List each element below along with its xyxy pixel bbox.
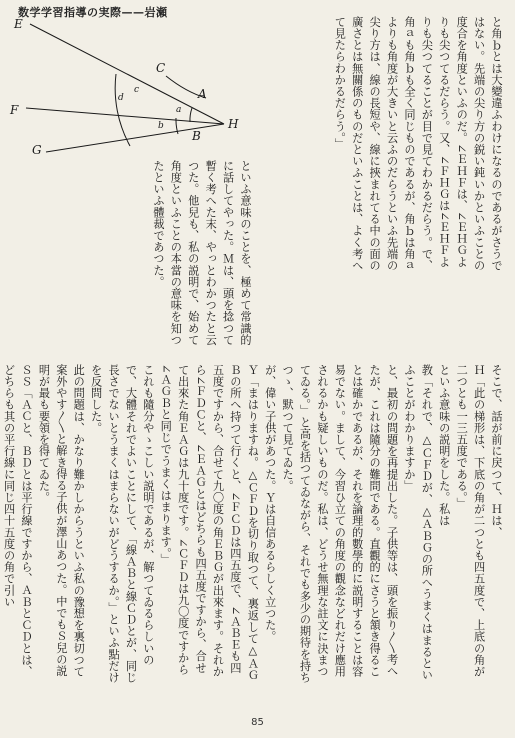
label-f: F xyxy=(10,103,19,117)
text-column-top-right: と角ｂとは大變違ふわけになるのであるがさうではない。先端の尖り方の鋭い鈍いかといふことの度合を角度といふのだ。∠ＥＨＦは、∠ＥＨＧよりも尖つてるだらう。又、∠ＦＨＧは∠ＥＨＦよりも尖つてることが目で見てわかるだらう。で、角ａも角ｂも全く同じものであるが、角ｂは角ａよりも角度が大きいと云ふのだらうといふ先端の尖り方は、線の長短や、線に挾まれてる中の面の廣さとは無關係のものだといふことは、よく考へて見たらわかるだらう。」 xyxy=(333,16,503,272)
label-b: B xyxy=(192,129,201,143)
arc-inner-a xyxy=(190,108,192,122)
running-head: 数学学習指導の実際——岩瀬 xyxy=(18,6,168,19)
text-column-bottom: そこで、話が前に戻つて、Ｈは、 Ｈ「此の梯形は、下底の角が二つとも四五度で、上底の角が二つとも一三五度である。」 といふ意味の説明をした。私は 教「それで、△ＣＦＤが、△ＡＢＧの所へうまくはまるといふことがわかりますか」 と、最初の問題を再提出した。子供等は、頭を振り〳〵考へたが、これは隨分の難問である。直觀的にさうと頷き得ることは確かであるが、それを論理的數學的に説明することは容易でない。まして、今習ひ立ての角度の觀念などれだけ應用されるかも疑しいものだ。私は、どうせ無理な註文に決まつてゐる。」と高を括つてゐながら、それでも多少の期待を持ちつゝ、默つて見てゐた。 が、偉い子供があつた。Ｙは自信あるらしく立つた。 Ｙ「まはりますね。△ＣＦＤを切り取つて、裏返して△ＡＧＢの所へ持つて行くと、∠ＦＣＤは四五度で、∠ＡＢＥも四五度ですから、合せて九〇度の角ＥＢＧが出來ます。それから∠ＦＤＣと、∠ＥＡＧとはどちらも四五度ですから、合せて出來た角ＥＡＧは九十度です。∠ＣＦＤは九〇度ですから∠ＡＧＢと同じでうまくはまります。」 これも隨分やゝこしい説明であるが、解つてゐるらしいので、大體それでよいことにして、「線ＡＢと線ＣＤとが、同じ長さでないとうまくはまらないがどうするか。」といふ點だけを反問した。 此の問題は、かなり難かしからうといふ私の豫想を裏切つて案外やす〳〵と解き得る子供が澤山あつた。中でもＳ兒の説明が最も要領を得てゐた。 ＳＳ「ＡＣと、ＢＤとは平行線ですから、ＡＢとＣＤとは、どちらも其の平行線に同じ四十五度の角で引い xyxy=(2,364,503,684)
label-h: H xyxy=(228,117,239,131)
label-d: d xyxy=(118,93,124,103)
angle-figure xyxy=(6,16,244,156)
label-b-small: b xyxy=(158,121,164,131)
label-a-small: a xyxy=(176,105,182,115)
label-a: A xyxy=(198,87,207,101)
label-c: C xyxy=(156,61,166,75)
label-g: G xyxy=(32,143,42,157)
page-number: 85 xyxy=(251,717,264,728)
arc-outer xyxy=(115,74,130,146)
text-column-top-left: といふ意味のことを、極めて常識的に話してやった。Ｍは、頭を捻つて暫く考へた末、やっとわかつたと云つた。他兒も、私の説明で、始めて角度といふことの本當の意味を知つたといふ體裁であつた。 xyxy=(151,160,252,346)
ray-he xyxy=(30,24,224,124)
label-e: E xyxy=(14,17,23,31)
ray-hf xyxy=(26,108,224,124)
label-c-small: c xyxy=(134,85,140,95)
